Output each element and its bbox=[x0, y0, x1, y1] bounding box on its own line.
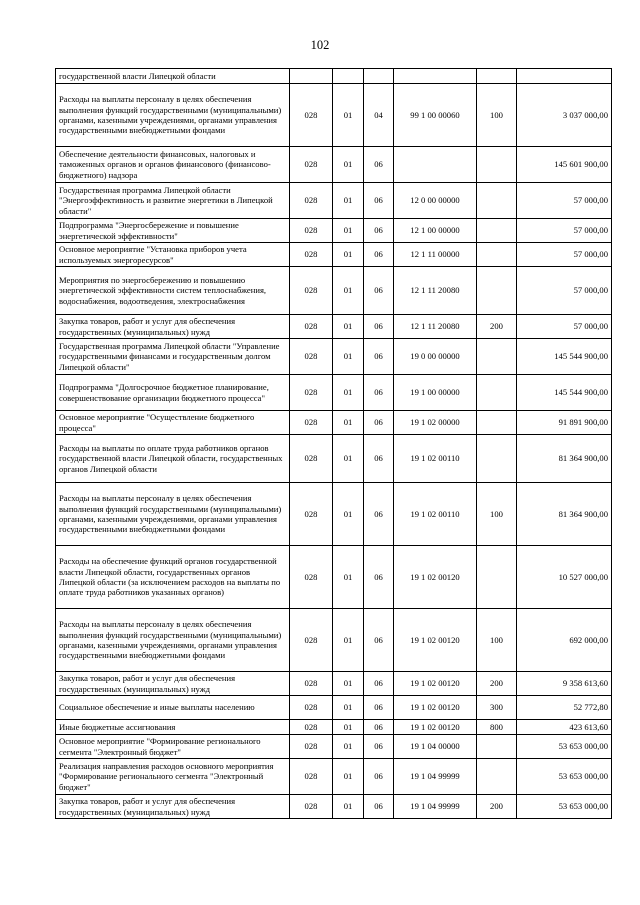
ministry-code-cell: 028 bbox=[290, 411, 333, 435]
ministry-code-cell: 028 bbox=[290, 339, 333, 375]
subsection-cell: 06 bbox=[364, 339, 394, 375]
row-name-cell: Государственная программа Липецкой области "Управление государственными финансами и государственным долгом Липецкой области" bbox=[56, 339, 290, 375]
ministry-code-cell: 028 bbox=[290, 720, 333, 735]
section-cell: 01 bbox=[333, 84, 364, 147]
target-article-cell: 19 1 02 00110 bbox=[394, 435, 477, 483]
table-row bbox=[56, 795, 612, 819]
row-name-cell: Закупка товаров, работ и услуг для обеспечения государственных (муниципальных) нужд bbox=[56, 795, 290, 819]
amount-cell: 91 891 900,00 bbox=[517, 411, 612, 435]
subsection-cell: 06 bbox=[364, 696, 394, 720]
amount-cell: 57 000,00 bbox=[517, 243, 612, 267]
table-row bbox=[56, 375, 612, 411]
expense-type-cell bbox=[477, 183, 517, 219]
ministry-code-cell: 028 bbox=[290, 315, 333, 339]
amount-cell bbox=[517, 69, 612, 84]
table-row bbox=[56, 69, 612, 84]
row-name-cell: Закупка товаров, работ и услуг для обеспечения государственных (муниципальных) нужд bbox=[56, 672, 290, 696]
subsection-cell: 06 bbox=[364, 375, 394, 411]
expense-type-cell: 200 bbox=[477, 795, 517, 819]
amount-cell: 9 358 613,60 bbox=[517, 672, 612, 696]
subsection-cell: 06 bbox=[364, 546, 394, 609]
subsection-cell: 06 bbox=[364, 147, 394, 183]
section-cell: 01 bbox=[333, 546, 364, 609]
expense-type-cell bbox=[477, 147, 517, 183]
subsection-cell: 06 bbox=[364, 759, 394, 795]
ministry-code-cell: 028 bbox=[290, 672, 333, 696]
section-cell: 01 bbox=[333, 609, 364, 672]
target-article-cell: 19 1 04 00000 bbox=[394, 735, 477, 759]
section-cell: 01 bbox=[333, 483, 364, 546]
section-cell bbox=[333, 69, 364, 84]
amount-cell: 57 000,00 bbox=[517, 267, 612, 315]
ministry-code-cell: 028 bbox=[290, 267, 333, 315]
amount-cell: 10 527 000,00 bbox=[517, 546, 612, 609]
expense-type-cell bbox=[477, 69, 517, 84]
target-article-cell: 12 1 11 20080 bbox=[394, 267, 477, 315]
table-row bbox=[56, 147, 612, 183]
row-name-cell: Основное мероприятие "Осуществление бюджетного процесса" bbox=[56, 411, 290, 435]
budget-table bbox=[55, 68, 612, 819]
target-article-cell: 19 1 04 99999 bbox=[394, 795, 477, 819]
target-article-cell: 19 1 02 00110 bbox=[394, 483, 477, 546]
subsection-cell: 06 bbox=[364, 435, 394, 483]
expense-type-cell: 200 bbox=[477, 672, 517, 696]
subsection-cell: 06 bbox=[364, 411, 394, 435]
amount-cell: 145 601 900,00 bbox=[517, 147, 612, 183]
expense-type-cell bbox=[477, 375, 517, 411]
row-name-cell: Подпрограмма "Энергосбережение и повышение энергетической эффективности" bbox=[56, 219, 290, 243]
table-row bbox=[56, 759, 612, 795]
target-article-cell: 12 0 00 00000 bbox=[394, 183, 477, 219]
target-article-cell: 99 1 00 00060 bbox=[394, 84, 477, 147]
ministry-code-cell: 028 bbox=[290, 795, 333, 819]
section-cell: 01 bbox=[333, 411, 364, 435]
target-article-cell: 19 1 02 00000 bbox=[394, 411, 477, 435]
amount-cell: 423 613,60 bbox=[517, 720, 612, 735]
subsection-cell bbox=[364, 69, 394, 84]
expense-type-cell: 100 bbox=[477, 84, 517, 147]
amount-cell: 53 653 000,00 bbox=[517, 759, 612, 795]
table-row bbox=[56, 672, 612, 696]
ministry-code-cell: 028 bbox=[290, 183, 333, 219]
ministry-code-cell: 028 bbox=[290, 435, 333, 483]
amount-cell: 3 037 000,00 bbox=[517, 84, 612, 147]
amount-cell: 145 544 900,00 bbox=[517, 339, 612, 375]
amount-cell: 53 653 000,00 bbox=[517, 735, 612, 759]
ministry-code-cell: 028 bbox=[290, 546, 333, 609]
table-row bbox=[56, 411, 612, 435]
target-article-cell: 12 1 11 00000 bbox=[394, 243, 477, 267]
row-name-cell: Подпрограмма "Долгосрочное бюджетное планирование, совершенствование организации бюджетного процесса" bbox=[56, 375, 290, 411]
target-article-cell: 12 1 00 00000 bbox=[394, 219, 477, 243]
table-row bbox=[56, 267, 612, 315]
expense-type-cell bbox=[477, 546, 517, 609]
budget-table-body bbox=[56, 69, 612, 819]
section-cell: 01 bbox=[333, 375, 364, 411]
amount-cell: 57 000,00 bbox=[517, 315, 612, 339]
table-row bbox=[56, 243, 612, 267]
expense-type-cell bbox=[477, 735, 517, 759]
section-cell: 01 bbox=[333, 219, 364, 243]
amount-cell: 57 000,00 bbox=[517, 219, 612, 243]
target-article-cell: 19 1 02 00120 bbox=[394, 672, 477, 696]
target-article-cell bbox=[394, 69, 477, 84]
ministry-code-cell: 028 bbox=[290, 375, 333, 411]
target-article-cell: 19 1 02 00120 bbox=[394, 546, 477, 609]
table-row bbox=[56, 546, 612, 609]
ministry-code-cell: 028 bbox=[290, 483, 333, 546]
row-name-cell: Расходы на обеспечение функций органов государственной власти Липецкой области, государственных органов Липецкой области (за исключением расходов на выплаты по оплате труда работников указанных органов) bbox=[56, 546, 290, 609]
table-row bbox=[56, 339, 612, 375]
ministry-code-cell: 028 bbox=[290, 696, 333, 720]
section-cell: 01 bbox=[333, 183, 364, 219]
row-name-cell: Обеспечение деятельности финансовых, налоговых и таможенных органов и органов финансового (финансово-бюджетного) надзора bbox=[56, 147, 290, 183]
section-cell: 01 bbox=[333, 267, 364, 315]
target-article-cell bbox=[394, 147, 477, 183]
subsection-cell: 06 bbox=[364, 609, 394, 672]
row-name-cell: Основное мероприятие "Формирование регионального сегмента "Электронный бюджет" bbox=[56, 735, 290, 759]
section-cell: 01 bbox=[333, 435, 364, 483]
expense-type-cell: 100 bbox=[477, 609, 517, 672]
ministry-code-cell: 028 bbox=[290, 84, 333, 147]
amount-cell: 53 653 000,00 bbox=[517, 795, 612, 819]
expense-type-cell bbox=[477, 759, 517, 795]
row-name-cell: государственной власти Липецкой области bbox=[56, 69, 290, 84]
section-cell: 01 bbox=[333, 243, 364, 267]
target-article-cell: 19 0 00 00000 bbox=[394, 339, 477, 375]
subsection-cell: 06 bbox=[364, 795, 394, 819]
ministry-code-cell: 028 bbox=[290, 609, 333, 672]
table-row bbox=[56, 735, 612, 759]
page-number: 102 bbox=[310, 38, 330, 52]
row-name-cell: Расходы на выплаты персоналу в целях обеспечения выполнения функций государственными (муниципальными) органами, казенными учреждениями, органами управления государственными внебюджетными фондами bbox=[56, 609, 290, 672]
row-name-cell: Социальное обеспечение и иные выплаты населению bbox=[56, 696, 290, 720]
ministry-code-cell bbox=[290, 69, 333, 84]
subsection-cell: 06 bbox=[364, 735, 394, 759]
subsection-cell: 06 bbox=[364, 219, 394, 243]
target-article-cell: 19 1 02 00120 bbox=[394, 609, 477, 672]
target-article-cell: 19 1 00 00000 bbox=[394, 375, 477, 411]
table-row bbox=[56, 720, 612, 735]
amount-cell: 145 544 900,00 bbox=[517, 375, 612, 411]
subsection-cell: 06 bbox=[364, 183, 394, 219]
table-row bbox=[56, 483, 612, 546]
section-cell: 01 bbox=[333, 696, 364, 720]
ministry-code-cell: 028 bbox=[290, 759, 333, 795]
row-name-cell: Основное мероприятие "Установка приборов учета используемых энергоресурсов" bbox=[56, 243, 290, 267]
expense-type-cell: 300 bbox=[477, 696, 517, 720]
row-name-cell: Государственная программа Липецкой области "Энергоэффективность и развитие энергетики в Липецкой области" bbox=[56, 183, 290, 219]
subsection-cell: 06 bbox=[364, 483, 394, 546]
subsection-cell: 06 bbox=[364, 243, 394, 267]
section-cell: 01 bbox=[333, 735, 364, 759]
amount-cell: 81 364 900,00 bbox=[517, 483, 612, 546]
table-row bbox=[56, 84, 612, 147]
ministry-code-cell: 028 bbox=[290, 243, 333, 267]
table-row bbox=[56, 696, 612, 720]
ministry-code-cell: 028 bbox=[290, 735, 333, 759]
row-name-cell: Расходы на выплаты персоналу в целях обеспечения выполнения функций государственными (муниципальными) органами, казенными учреждениями, органами управления государственными внебюджетными фондами bbox=[56, 84, 290, 147]
table-row bbox=[56, 219, 612, 243]
row-name-cell: Мероприятия по энергосбережению и повышению энергетической эффективности систем теплоснабжения, водоснабжения, водоотведения, электроснабжения bbox=[56, 267, 290, 315]
row-name-cell: Расходы на выплаты по оплате труда работников органов государственной власти Липецкой области, государственных органов Липецкой области bbox=[56, 435, 290, 483]
expense-type-cell bbox=[477, 339, 517, 375]
section-cell: 01 bbox=[333, 147, 364, 183]
section-cell: 01 bbox=[333, 759, 364, 795]
subsection-cell: 06 bbox=[364, 267, 394, 315]
expense-type-cell bbox=[477, 243, 517, 267]
row-name-cell: Иные бюджетные ассигнования bbox=[56, 720, 290, 735]
section-cell: 01 bbox=[333, 720, 364, 735]
subsection-cell: 04 bbox=[364, 84, 394, 147]
section-cell: 01 bbox=[333, 315, 364, 339]
subsection-cell: 06 bbox=[364, 720, 394, 735]
table-row bbox=[56, 435, 612, 483]
section-cell: 01 bbox=[333, 795, 364, 819]
expense-type-cell bbox=[477, 267, 517, 315]
row-name-cell: Реализация направления расходов основного мероприятия "Формирование регионального сегмента "Электронный бюджет" bbox=[56, 759, 290, 795]
target-article-cell: 19 1 02 00120 bbox=[394, 696, 477, 720]
section-cell: 01 bbox=[333, 339, 364, 375]
expense-type-cell bbox=[477, 411, 517, 435]
subsection-cell: 06 bbox=[364, 672, 394, 696]
amount-cell: 692 000,00 bbox=[517, 609, 612, 672]
target-article-cell: 19 1 04 99999 bbox=[394, 759, 477, 795]
expense-type-cell: 100 bbox=[477, 483, 517, 546]
table-row bbox=[56, 315, 612, 339]
section-cell: 01 bbox=[333, 672, 364, 696]
expense-type-cell: 800 bbox=[477, 720, 517, 735]
ministry-code-cell: 028 bbox=[290, 219, 333, 243]
row-name-cell: Закупка товаров, работ и услуг для обеспечения государственных (муниципальных) нужд bbox=[56, 315, 290, 339]
row-name-cell: Расходы на выплаты персоналу в целях обеспечения выполнения функций государственными (муниципальными) органами, казенными учреждениями, органами управления государственными внебюджетными фондами bbox=[56, 483, 290, 546]
amount-cell: 52 772,80 bbox=[517, 696, 612, 720]
expense-type-cell bbox=[477, 435, 517, 483]
subsection-cell: 06 bbox=[364, 315, 394, 339]
table-row bbox=[56, 609, 612, 672]
expense-type-cell: 200 bbox=[477, 315, 517, 339]
table-row bbox=[56, 183, 612, 219]
target-article-cell: 12 1 11 20080 bbox=[394, 315, 477, 339]
ministry-code-cell: 028 bbox=[290, 147, 333, 183]
amount-cell: 57 000,00 bbox=[517, 183, 612, 219]
amount-cell: 81 364 900,00 bbox=[517, 435, 612, 483]
expense-type-cell bbox=[477, 219, 517, 243]
target-article-cell: 19 1 02 00120 bbox=[394, 720, 477, 735]
